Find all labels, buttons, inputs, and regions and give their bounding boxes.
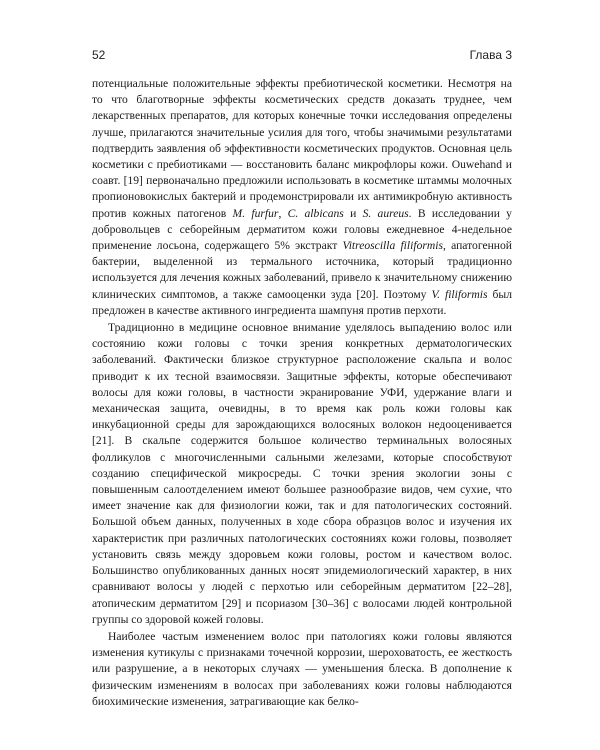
paragraph (92, 76, 512, 319)
paragraph (92, 629, 512, 710)
body-text (92, 76, 512, 710)
chapter-label: Глава 3 (469, 48, 512, 62)
text-run: и (343, 206, 363, 220)
text-run: , апатогенной бактерии, выделенной из термального источника, который традиционно используется для лечения кожных заболеваний, привело к значительному снижению клинических симптомов, а также самооценки зуда [20]. Поэтому (92, 239, 513, 301)
text-run: потенциальные положительные эффекты пребиотической косметики. Несмотря на то что благотворные эффекты косметических средств доказать труднее, чем лекарственных препаратов, для которых конечные точки исследования определены лучше, прилагаются значительные усилия для того, чтобы значимыми результатами подтвердить заявления об эффективности косметических продуктов. Основная цель косметики с пребиотиками — восстановить баланс микрофлоры кожи. Ouwehand и соавт. [19] первоначально предложили использовать в косметике штаммы молочных пропионовокислых бактерий и продемонстрировали их антимикробную активность против кожных патогенов (92, 77, 512, 220)
text-run: был предложен в качестве активного ингредиента шампуня против перхоти. (92, 287, 512, 317)
running-header (92, 48, 512, 64)
italic-term: M. furfur (232, 206, 279, 220)
text-run: Наиболее частым изменением волос при патологиях кожи головы являются изменения кутикулы с признаками точечной коррозии, шероховатость, ее жесткость или разрушение, а в некоторых случаях — уменьшения блеска. В дополнение к физическим изменениям в волосах при заболеваниях кожи головы наблюдаются биохимические изменения, затрагивающие как белко- (92, 629, 512, 708)
italic-term: V. filiformis (431, 287, 488, 301)
italic-term: S. aureus (362, 206, 409, 220)
page-number: 52 (92, 48, 106, 62)
text-run: Традиционно в медицине основное внимание уделялось выпадению волос или состоянию кожи головы с точки зрения конкретных дерматологических заболеваний. Фактически близкое структурное расположение скальпа и волос приводит к их тесной взаимосвязи. Защитные эффекты, которые обеспечивают волосы для кожи головы, в частности экранирование УФИ, удержание влаги и механическая защита, очевидны, в то время как роль кожи головы как инкубационной среды для зарождающихся волосяных волокон недооценивается [21]. В скальпе содержится большое количество терминальных волосяных фолликулов с многочисленными сальными железами, которые способствуют созданию специфической микросреды. С точки зрения экологии зоны с повышенным салоотделением имеют большее разнообразие видов, чем сухие, что имеет значение как для физиологии кожи, так и для патологических состояний. Большой объем данных, полученных в ходе сбора образцов волос и изучения их характеристик при различных патологических состояниях кожи головы, позволяет установить связь между здоровьем кожи головы, ростом и качеством волос. Большинство опубликованных данных носят эпидемиологический характер, в них сравнивают волосы у людей с перхотью или себорейным дерматитом [22–28], атопическим дерматитом [29] и псориазом [30–36] с волосами людей контрольной группы со здоровой кожей головы. (92, 321, 512, 626)
text-run: , (278, 206, 288, 220)
text-run: . В исследовании у добровольцев с себорейным дерматитом кожи головы ежедневное 4-недельное применение лосьона, содержащего 5% экстракт (92, 206, 512, 253)
italic-term: C. albicans (287, 206, 344, 220)
italic-term: Vitreoscilla filiformis (342, 239, 443, 253)
paragraph (92, 320, 512, 628)
